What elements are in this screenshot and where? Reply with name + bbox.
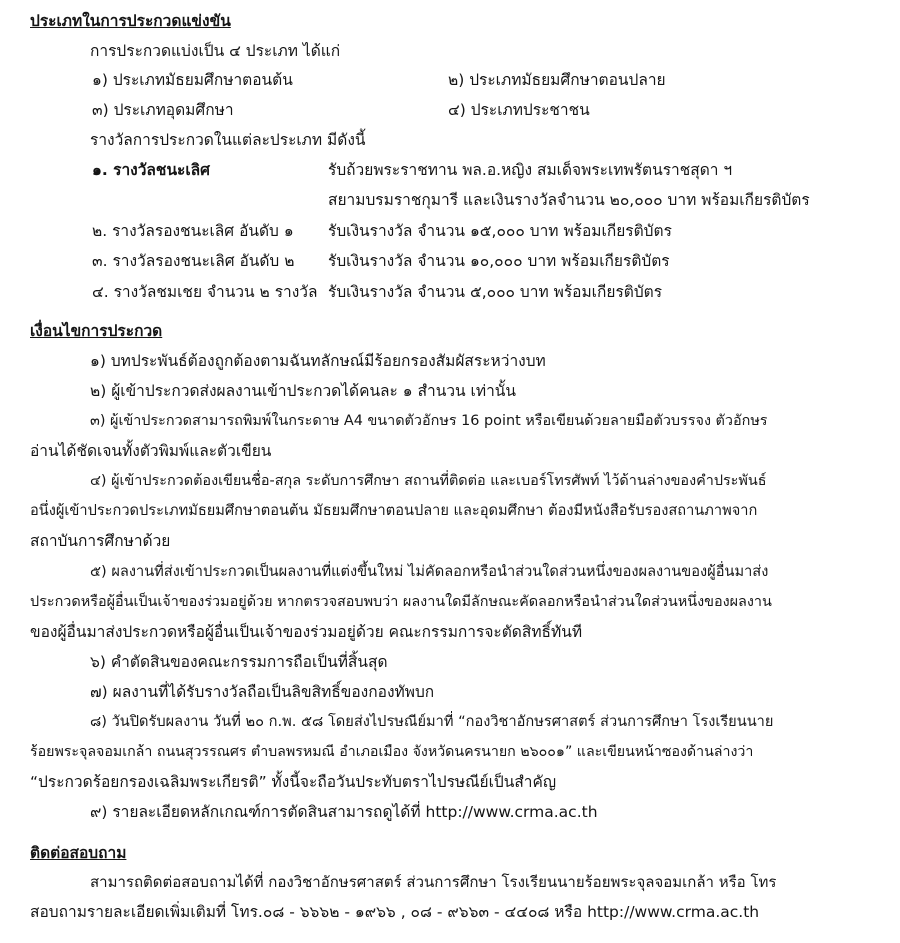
prize-description: รับเงินรางวัล จำนวน ๑๐,๐๐๐ บาท พร้อมเกียรติบัตร (328, 252, 670, 270)
condition-line: ๖) คำตัดสินของคณะกรรมการถือเป็นที่สิ้นสุด (90, 653, 388, 671)
prize-label: ๓. รางวัลรองชนะเลิศ อันดับ ๒ (92, 252, 295, 270)
condition-line: ๕) ผลงานที่ส่งเข้าประกวดเป็นผลงานที่แต่งขึ้นใหม่ ไม่คัดลอกหรือนำส่วนใดส่วนหนึ่งของผลงานของผู้อื่นมาส่ง (90, 563, 769, 580)
contact-line: สามารถติดต่อสอบถามได้ที่ กองวิชาอักษรศาสตร์ ส่วนการศึกษา โรงเรียนนายร้อยพระจุลจอมเกล้า หรือ โทร (90, 873, 777, 891)
prize-description: รับเงินรางวัล จำนวน ๕,๐๐๐ บาท พร้อมเกียรติบัตร (328, 283, 663, 301)
section-heading-categories: ประเภทในการประกวดแข่งขัน (30, 12, 231, 30)
condition-line: ๘) วันปิดรับผลงาน วันที่ ๒๐ ก.พ. ๕๘ โดยส่งไปรษณีย์มาที่ “กองวิชาอักษรศาสตร์ ส่วนการศึกษา โรงเรียนนาย (90, 713, 774, 730)
condition-line: ร้อยพระจุลจอมเกล้า ถนนสุวรรณศร ตำบลพรหมณี อำเภอเมือง จังหวัดนครนายก ๒๖๐๐๑” และเขียนหน้าซองด้านล่างว่า (30, 744, 754, 760)
condition-line: ของผู้อื่นมาส่งประกวดหรือผู้อื่นเป็นเจ้าของร่วมอยู่ด้วย คณะกรรมการจะตัดสิทธิ์ทันที (30, 623, 583, 641)
condition-line: ๗) ผลงานที่ได้รับรางวัลถือเป็นลิขสิทธิ์ของกองทัพบก (90, 683, 435, 701)
condition-line: “ประกวดร้อยกรองเฉลิมพระเกียรติ” ทั้งนี้จะถือวันประทับตราไปรษณีย์เป็นสำคัญ (30, 773, 557, 791)
prize-description: รับเงินรางวัล จำนวน ๑๕,๐๐๐ บาท พร้อมเกียรติบัตร (328, 222, 672, 240)
category-item: ๓) ประเภทอุดมศึกษา (92, 101, 234, 119)
condition-line: ๑) บทประพันธ์ต้องถูกต้องตามฉันทลักษณ์มีร้อยกรองสัมผัสระหว่างบท (90, 352, 546, 370)
condition-line: ๔) ผู้เข้าประกวดต้องเขียนชื่อ-สกุล ระดับการศึกษา สถานที่ติดต่อ และเบอร์โทรศัพท์ ไว้ด้านล่างของคำประพันธ์ (90, 473, 767, 489)
prize-description: รับถ้วยพระราชทาน พล.อ.หญิง สมเด็จพระเทพรัตนราชสุดา ฯ (328, 161, 733, 179)
category-item: ๑) ประเภทมัธยมศึกษาตอนต้น (92, 71, 293, 89)
condition-line: ประกวดหรือผู้อื่นเป็นเจ้าของร่วมอยู่ด้วย หากตรวจสอบพบว่า ผลงานใดมีลักษณะคัดลอกหรือนำส่วนใดส่วนหนึ่งของผลงาน (30, 594, 772, 610)
prize-description: สยามบรมราชกุมารี และเงินรางวัลจำนวน ๒๐,๐๐๐ บาท พร้อมเกียรติบัตร (328, 191, 810, 209)
section-heading-contact: ติดต่อสอบถาม (30, 844, 127, 862)
category-item: ๒) ประเภทมัธยมศึกษาตอนปลาย (448, 71, 666, 89)
prize-intro: รางวัลการประกวดในแต่ละประเภท มีดังนี้ (90, 131, 366, 149)
condition-line: สถาบันการศึกษาด้วย (30, 532, 171, 550)
condition-line: อ่านได้ชัดเจนทั้งตัวพิมพ์และตัวเขียน (30, 442, 272, 460)
contact-line: สอบถามรายละเอียดเพิ่มเติมที่ โทร.๐๘ - ๖๖๖๒ - ๑๙๖๖ , ๐๘ - ๙๖๖๓ - ๔๔๐๘ หรือ http://www.crma.ac.th (30, 903, 760, 921)
category-item: ๔) ประเภทประชาชน (448, 101, 590, 119)
categories-intro: การประกวดแบ่งเป็น ๔ ประเภท ได้แก่ (90, 42, 341, 60)
condition-line: ๒) ผู้เข้าประกวดส่งผลงานเข้าประกวดได้คนละ ๑ สำนวน เท่านั้น (90, 382, 516, 400)
prize-label: ๒. รางวัลรองชนะเลิศ อันดับ ๑ (92, 222, 294, 240)
prize-label: ๔. รางวัลชมเชย จำนวน ๒ รางวัล (92, 283, 318, 301)
condition-line: อนึ่งผู้เข้าประกวดประเภทมัธยมศึกษาตอนต้น มัธยมศึกษาตอนปลาย และอุดมศึกษา ต้องมีหนังสือรับรองสถานภาพจาก (30, 502, 758, 519)
condition-line: ๙) รายละเอียดหลักเกณฑ์การตัดสินสามารถดูได้ที่ http://www.crma.ac.th (90, 803, 598, 821)
condition-line: ๓) ผู้เข้าประกวดสามารถพิมพ์ในกระดาษ A4 ขนาดตัวอักษร 16 point หรือเขียนด้วยลายมือตัวบรรจง ตัวอักษร (90, 413, 768, 429)
prize-label: ๑. รางวัลชนะเลิศ (92, 161, 210, 179)
section-heading-conditions: เงื่อนไขการประกวด (30, 322, 163, 340)
